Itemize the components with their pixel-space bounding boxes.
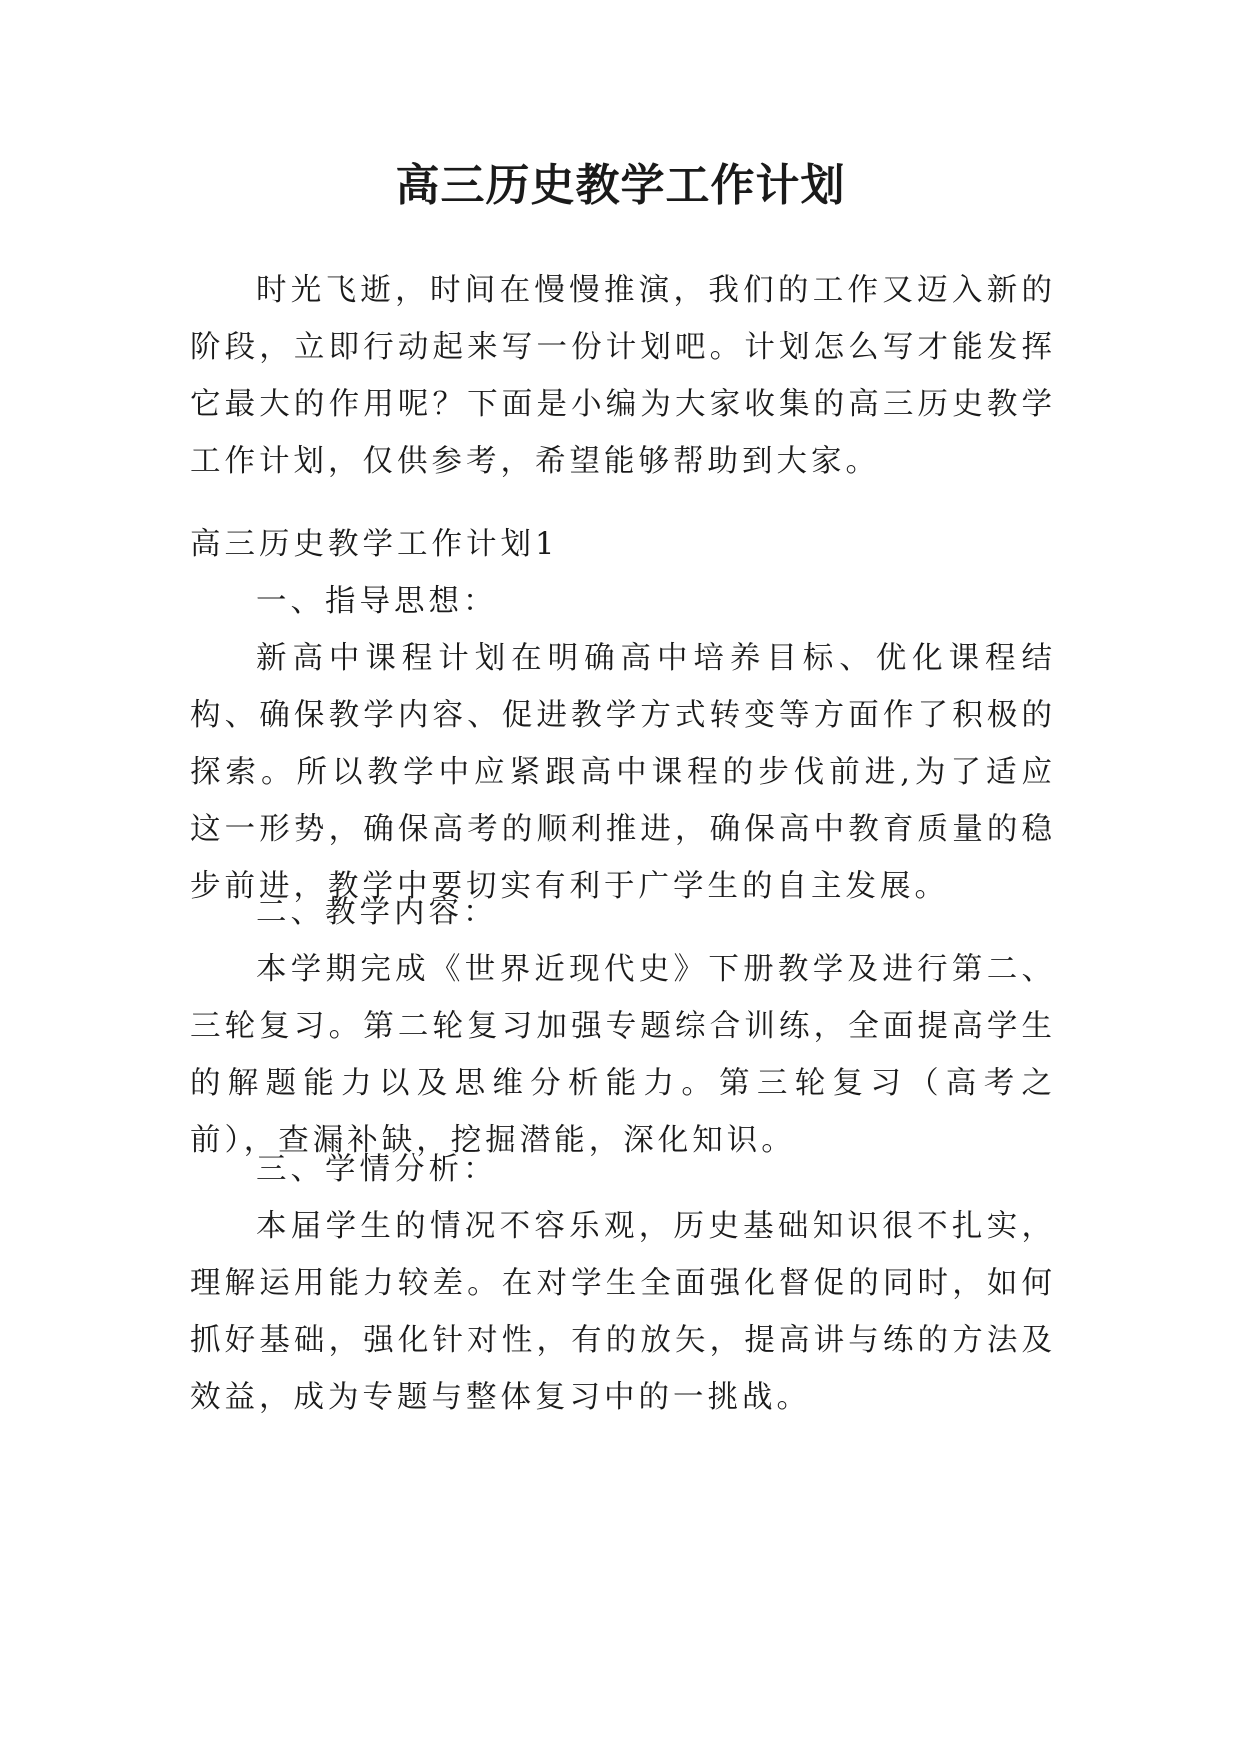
document-title: 高三历史教学工作计划 [395, 160, 846, 211]
intro-paragraph: 时光飞逝，时间在慢慢推演，我们的工作又迈入新的阶段，立即行动起来写一份计划吧。计划怎么写才能发挥它最大的作用呢？下面是小编为大家收集的高三历史教学工作计划，仅供参考，希望能够帮助到大家。 [190, 273, 1056, 479]
paragraph-teaching-content: 本学期完成《世界近现代史》下册教学及进行第二、三轮复习。第二轮复习加强专题综合训练，全面提高学生的解题能力以及思维分析能力。第三轮复习（高考之前），查漏补缺，挖掘潜能，深化知识。 [190, 952, 1056, 1158]
paragraph-guiding-ideology: 新高中课程计划在明确高中培养目标、优化课程结构、确保教学内容、促进教学方式转变等方面作了积极的探索。所以教学中应紧跟高中课程的步伐前进,为了适应这一形势，确保高考的顺利推进，确保高中教育质量的稳步前进，教学中要切实有利于广学生的自主发展。 [190, 641, 1056, 904]
heading-guiding-ideology: 一、指导思想： [256, 584, 498, 619]
section-title: 高三历史教学工作计划1 [190, 527, 559, 562]
heading-student-analysis: 三、学情分析： [256, 1152, 498, 1187]
paragraph-student-analysis: 本届学生的情况不容乐观，历史基础知识很不扎实，理解运用能力较差。在对学生全面强化督促的同时，如何抓好基础，强化针对性，有的放矢，提高讲与练的方法及效益，成为专题与整体复习中的一挑战。 [190, 1209, 1056, 1415]
heading-teaching-content: 二、教学内容： [256, 895, 498, 930]
